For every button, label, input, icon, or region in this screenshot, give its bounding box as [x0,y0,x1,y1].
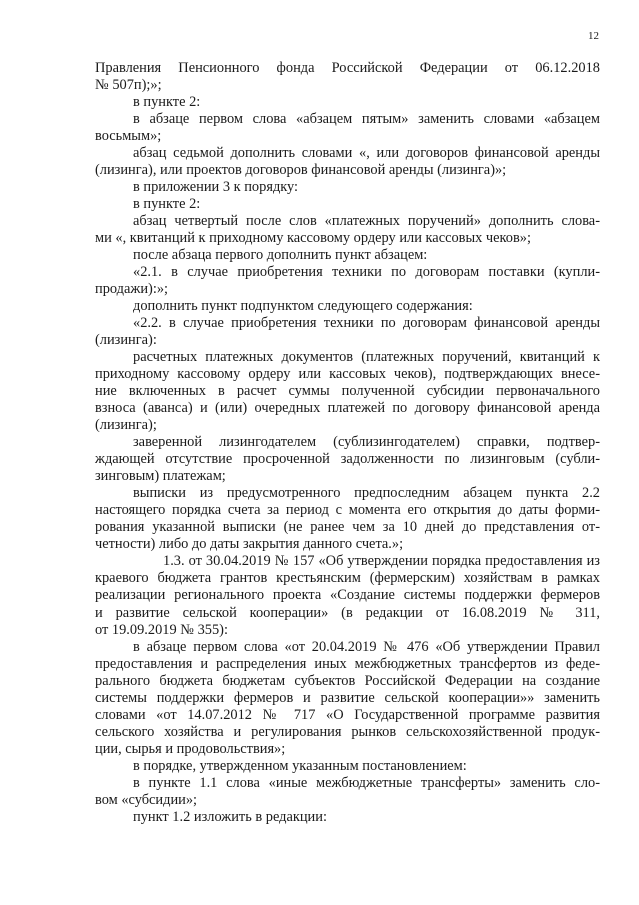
text-line: ние включенных в расчет суммы полученной субсидии первоначального [95,383,600,400]
text-line: четности) либо до даты закрытия данного счета.»; [95,536,404,553]
text-line: расчетных платежных документов (платежных поручений, квитанций к [133,349,600,366]
text-line: в абзаце первом слова «от 20.04.2019 № 476 «Об утверждении Правил [133,638,600,655]
text-line: пункт 1.2 изложить в редакции: [133,808,327,825]
text-line: продажи):»; [95,281,169,298]
text-line: вом «субсидии»; [95,791,198,808]
text-line: сельского хозяйства и регулирования рынков сельскохозяйственной продук- [95,723,600,740]
text-line: реализации регионального проекта «Создание системы поддержки фермеров [95,587,600,604]
text-line: (лизинга): [95,332,157,349]
text-line: «2.2. в случае приобретения техники по договорам финансовой аренды [133,315,600,332]
text-line: после абзаца первого дополнить пункт абзацем: [133,247,428,264]
text-line: абзац четвертый после слов «платежных поручений» дополнить слова- [133,213,600,230]
text-line: от 19.09.2019 № 355): [95,621,228,638]
text-line: № 507п);»; [95,77,162,94]
text-line: приходному кассовому ордеру или кассовых чеков), подтверждающих внесе- [95,366,600,383]
text-line: (лизинга), или проектов договоров финансовой аренды (лизинга)»; [95,162,507,179]
text-line: предоставления и распределения иных межбюджетных трансфертов из феде- [95,655,600,672]
text-line: в пункте 2: [133,196,201,213]
page-number: 12 [588,30,599,42]
text-line: настоящего порядка счета за период с момента его открытия до даты форми- [95,502,600,519]
text-line: краевого бюджета грантов крестьянским (фермерским) хозяйствам в рамках [95,570,600,587]
text-line: в абзаце первом слова «абзацем пятым» заменить словами «абзацем [133,111,600,128]
text-line: в приложении 3 к порядку: [133,179,299,196]
text-line: рального бюджета бюджетам субъектов Российской Федерации на создание [95,672,600,689]
text-line: абзац седьмой дополнить словами «, или договоров финансовой аренды [133,145,600,162]
text-line: в порядке, утвержденном указанным постановлением: [133,757,467,774]
text-line: 1.3. от 30.04.2019 № 157 «Об утверждении порядка предоставления из [163,553,600,570]
text-line: в пункте 1.1 слова «иные межбюджетные трансферты» заменить сло- [133,774,600,791]
text-line: рования указанной выписки (не ранее чем за 10 дней до представления от- [95,519,600,536]
text-line: восьмым»; [95,128,162,145]
text-line: взноса (аванса) и (или) очередных платежей по договору финансовой аренда [95,400,600,417]
text-line: зинговым) платежам; [95,468,226,485]
text-line: Правления Пенсионного фонда Российской Федерации от 06.12.2018 [95,60,600,76]
text-line: (лизинга); [95,417,157,434]
text-line: и развитие сельской кооперации» (в редакции от 16.08.2019 № 311, [95,604,600,621]
text-line: словами «от 14.07.2012 № 717 «О Государственной программе развития [95,706,600,723]
text-line: дополнить пункт подпунктом следующего содержания: [133,298,473,315]
text-line: заверенной лизингодателем (сублизингодателем) справки, подтвер- [133,434,600,451]
text-line: ции, сырья и продовольствия»; [95,740,286,757]
text-line: ми «, квитанций к приходному кассовому ордеру или кассовых чеков»; [95,230,531,247]
text-line: в пункте 2: [133,94,201,111]
text-line: выписки из предусмотренного предпоследним абзацем пункта 2.2 [133,485,600,502]
text-line: системы поддержки фермеров и развитие сельской кооперации»» заменить [95,689,600,706]
text-line: «2.1. в случае приобретения техники по договорам поставки (купли- [133,264,600,281]
document-body [95,60,600,826]
text-line: ждающей отсутствие просроченной задолженности по лизинговым (субли- [95,451,600,468]
